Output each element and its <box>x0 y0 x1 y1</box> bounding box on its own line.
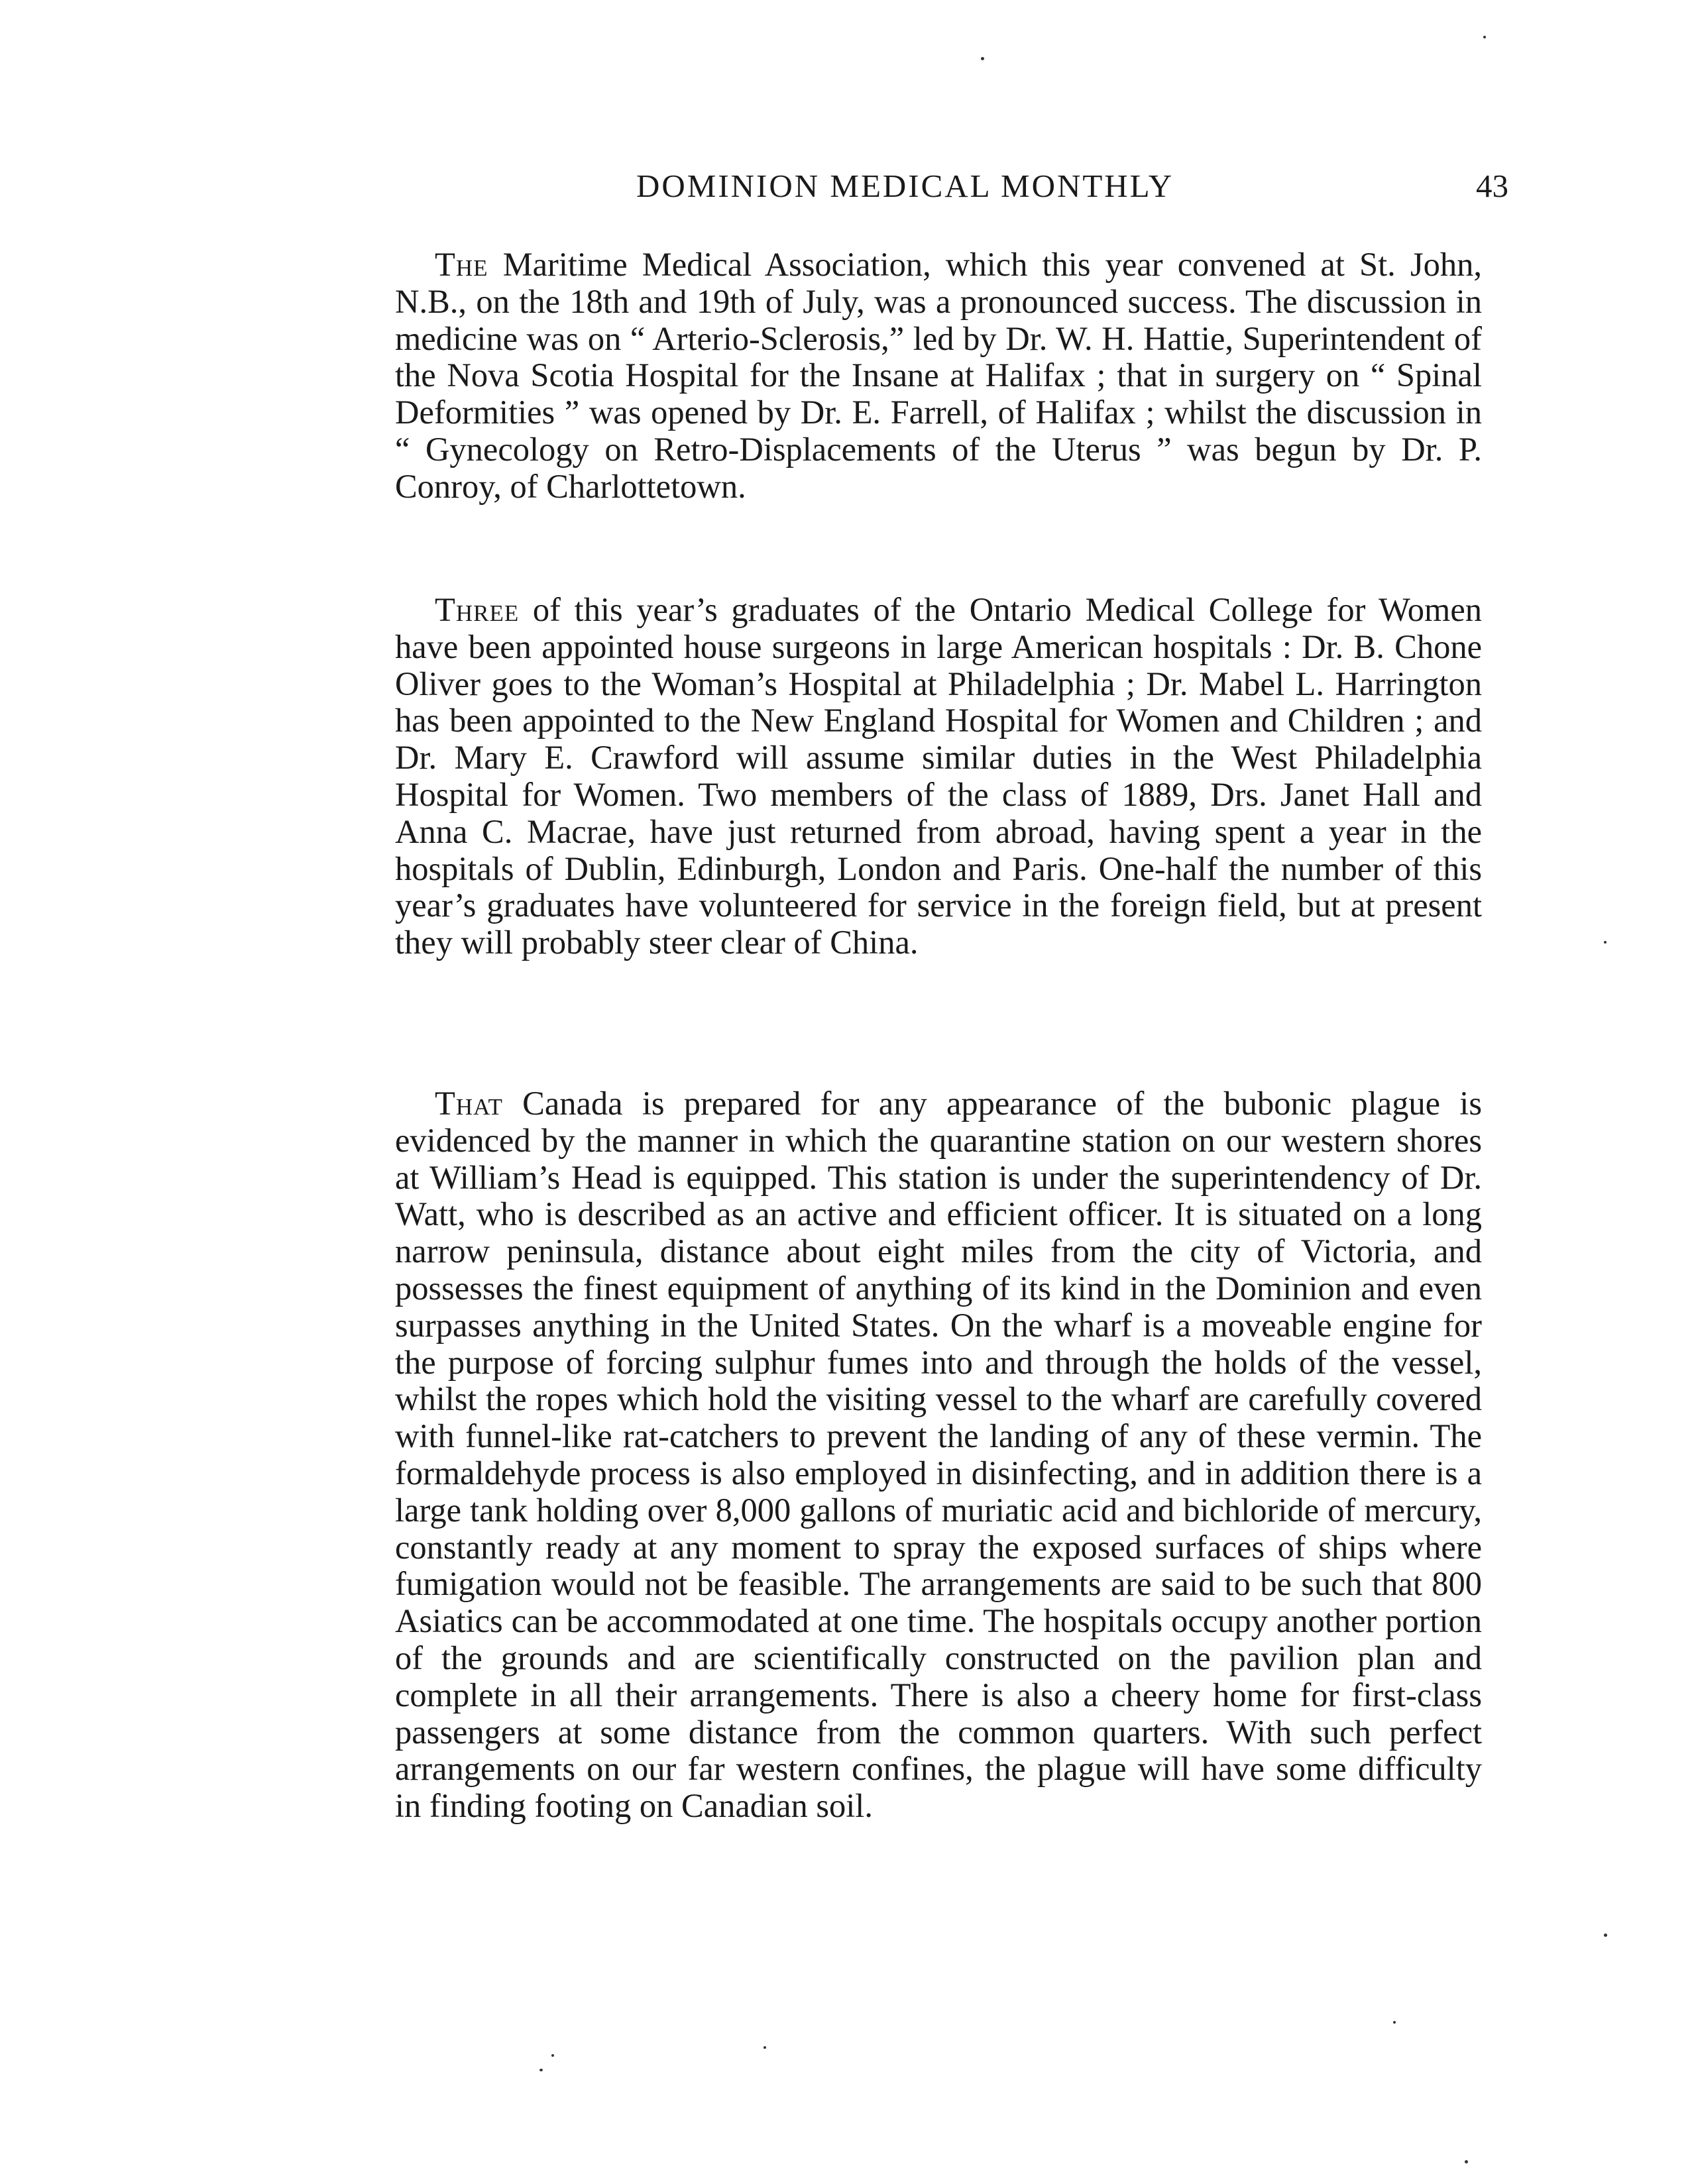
page-number: 43 <box>1476 168 1508 204</box>
scan-speck <box>539 2069 543 2071</box>
scan-speck <box>1604 1934 1607 1937</box>
scan-speck <box>1483 36 1486 38</box>
article-lead-word: Three <box>435 591 520 628</box>
running-title: DOMINION MEDICAL MONTHLY <box>636 168 1174 204</box>
scan-speck <box>1465 2160 1468 2163</box>
article-quarantine-station <box>395 1085 1482 1825</box>
running-head <box>395 163 1508 209</box>
scan-speck <box>551 2054 554 2057</box>
article-maritime-medical-association <box>395 246 1482 506</box>
article-lead-word: That <box>435 1085 503 1122</box>
article-ontario-medical-college <box>395 592 1482 961</box>
scan-speck <box>763 2046 766 2049</box>
article-text: of this year’s graduates of the Ontario Medical College for Women have been appointed house surgeons in large American hospitals : Dr. B. Chone Oliver goes to the Woman’s Hospital at Philadelphia ; Dr. Mabel L. Harrington has been appointed to the New England Hospital for Women and Children ; and Dr. Mary E. Crawford will assume similar duties in the West Philadelphia Hospital for Women. Two members of the class of 1889, Drs. Janet Hall and Anna C. Macrae, have just returned from abroad, having spent a year in the hospitals of Dublin, Edinburgh, London and Paris. One-half the number of this year’s graduates have volunteered for service in the foreign field, but at present they will probably steer clear of China. <box>395 591 1482 961</box>
scan-speck <box>1604 941 1607 944</box>
article-lead-word: The <box>435 246 488 283</box>
article-text: Canada is prepared for any appearance of the bubonic plague is evidenced by the manner in which the quarantine station on our western shores at William’s Head is equipped. This station is under the superintendency of Dr. Watt, who is described as an active and efficient officer. It is situated on a long narrow peninsula, distance about eight miles from the city of Victoria, and possesses the finest equipment of anything of its kind in the Dominion and even surpasses anything in the United States. On the wharf is a moveable engine for the purpose of forcing sulphur fumes into and through the holds of the vessel, whilst the ropes which hold the visiting vessel to the wharf are carefully covered with funnel-like rat-catchers to prevent the landing of any of these vermin. The formaldehyde process is also employed in disinfecting, and in addition there is a large tank holding over 8,000 gallons of muriatic acid and bichloride of mercury, constantly ready at any moment to spray the exposed surfaces of ships where fumigation would not be feasible. The arrangements are said to be such that 800 Asiatics can be accommodated at one time. The hospitals occupy another portion of the grounds and are scientifically constructed on the pavilion plan and complete in all their arrangements. There is also a cheery home for first-class passengers at some distance from the common quarters. With such perfect arrangements on our far western confines, the plague will have some difficulty in finding footing on Canadian soil. <box>395 1085 1482 1825</box>
scan-speck <box>1393 2021 1396 2024</box>
scan-speck <box>981 57 984 60</box>
article-text: Maritime Medical Association, which this year convened at St. John, N.B., on the 18th and 19th of July, was a pronounced success. The discussion in medicine was on “ Arterio-Sclerosis,” led by Dr. W. H. Hattie, Superintendent of the Nova Scotia Hospital for the Insane at Halifax ; that in surgery on “ Spinal Deformities ” was opened by Dr. E. Farrell, of Halifax ; whilst the discussion in “ Gynecology on Retro-Displacements of the Uterus ” was begun by Dr. P. Conroy, of Charlottetown. <box>395 246 1483 505</box>
